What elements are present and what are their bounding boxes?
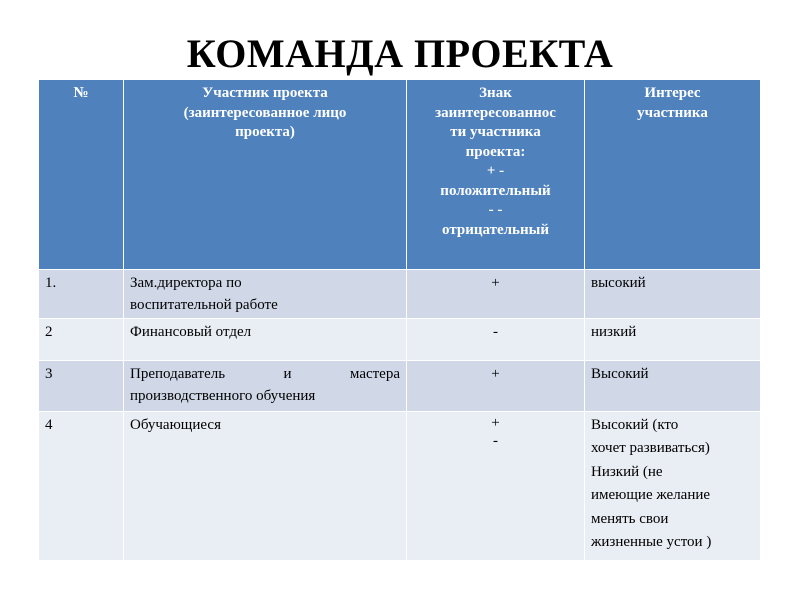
sign-cell — [407, 269, 585, 318]
header-line: Знак — [479, 85, 512, 101]
header-sign — [407, 80, 585, 269]
sign-line: + — [491, 274, 500, 291]
header-line: ти участника — [450, 124, 541, 140]
row-number: 4 — [39, 411, 124, 560]
header-line: проекта: — [465, 143, 526, 160]
table-row — [39, 269, 761, 318]
header-row — [39, 80, 761, 269]
table-row — [39, 411, 761, 560]
header-line: участника — [637, 104, 708, 121]
header-line: - - — [488, 202, 503, 218]
header-participant — [124, 80, 407, 269]
interest-line: менять свои — [591, 510, 669, 527]
header-line: отрицательный — [442, 221, 549, 238]
header-line: Участник проекта — [202, 85, 328, 101]
header-line: заинтересованнос — [435, 104, 556, 121]
participant-line: Преподаватель и мастера — [130, 365, 400, 382]
interest-line: низкий — [591, 323, 637, 340]
participant-line: производственного обучения — [130, 387, 316, 404]
sign-line: + — [491, 414, 500, 431]
interest-cell — [585, 318, 761, 360]
sign-line: - — [493, 432, 498, 449]
participant-cell — [124, 360, 407, 411]
sign-cell — [407, 411, 585, 560]
header-line: № — [73, 85, 89, 101]
interest-line: Высокий (кто — [591, 416, 679, 433]
header-line: положительный — [440, 182, 551, 199]
interest-line: Низкий (не — [591, 463, 663, 480]
header-line: + - — [486, 163, 505, 179]
sign-line: + — [491, 365, 500, 382]
participant-line: Зам.директора по — [130, 274, 242, 291]
header-line: проекта) — [235, 124, 295, 140]
interest-line: Высокий — [591, 365, 649, 382]
interest-cell — [585, 269, 761, 318]
table-row — [39, 360, 761, 411]
interest-line: имеющие желание — [591, 487, 711, 503]
participant-line: воспитательной работе — [130, 296, 278, 313]
participant-cell — [124, 411, 407, 560]
participant-cell — [124, 318, 407, 360]
row-number: 1. — [39, 269, 124, 318]
row-number: 2 — [39, 318, 124, 360]
project-team-table — [38, 80, 761, 560]
participant-line: Обучающиеся — [130, 416, 221, 433]
sign-line: - — [493, 323, 498, 340]
interest-line: жизненные устои ) — [591, 534, 712, 550]
participant-line: Финансовый отдел — [130, 323, 252, 340]
table-row — [39, 318, 761, 360]
interest-line: хочет развиваться) — [591, 440, 710, 456]
header-line: Интерес — [644, 85, 701, 101]
participant-cell — [124, 269, 407, 318]
sign-cell — [407, 318, 585, 360]
sign-cell — [407, 360, 585, 411]
header-number — [39, 80, 124, 269]
interest-line: высокий — [591, 274, 646, 291]
page-title: КОМАНДА ПРОЕКТА — [186, 31, 614, 76]
interest-cell — [585, 411, 761, 560]
row-number: 3 — [39, 360, 124, 411]
header-line: (заинтересованное лицо — [183, 104, 347, 121]
interest-cell — [585, 360, 761, 411]
header-interest — [585, 80, 761, 269]
